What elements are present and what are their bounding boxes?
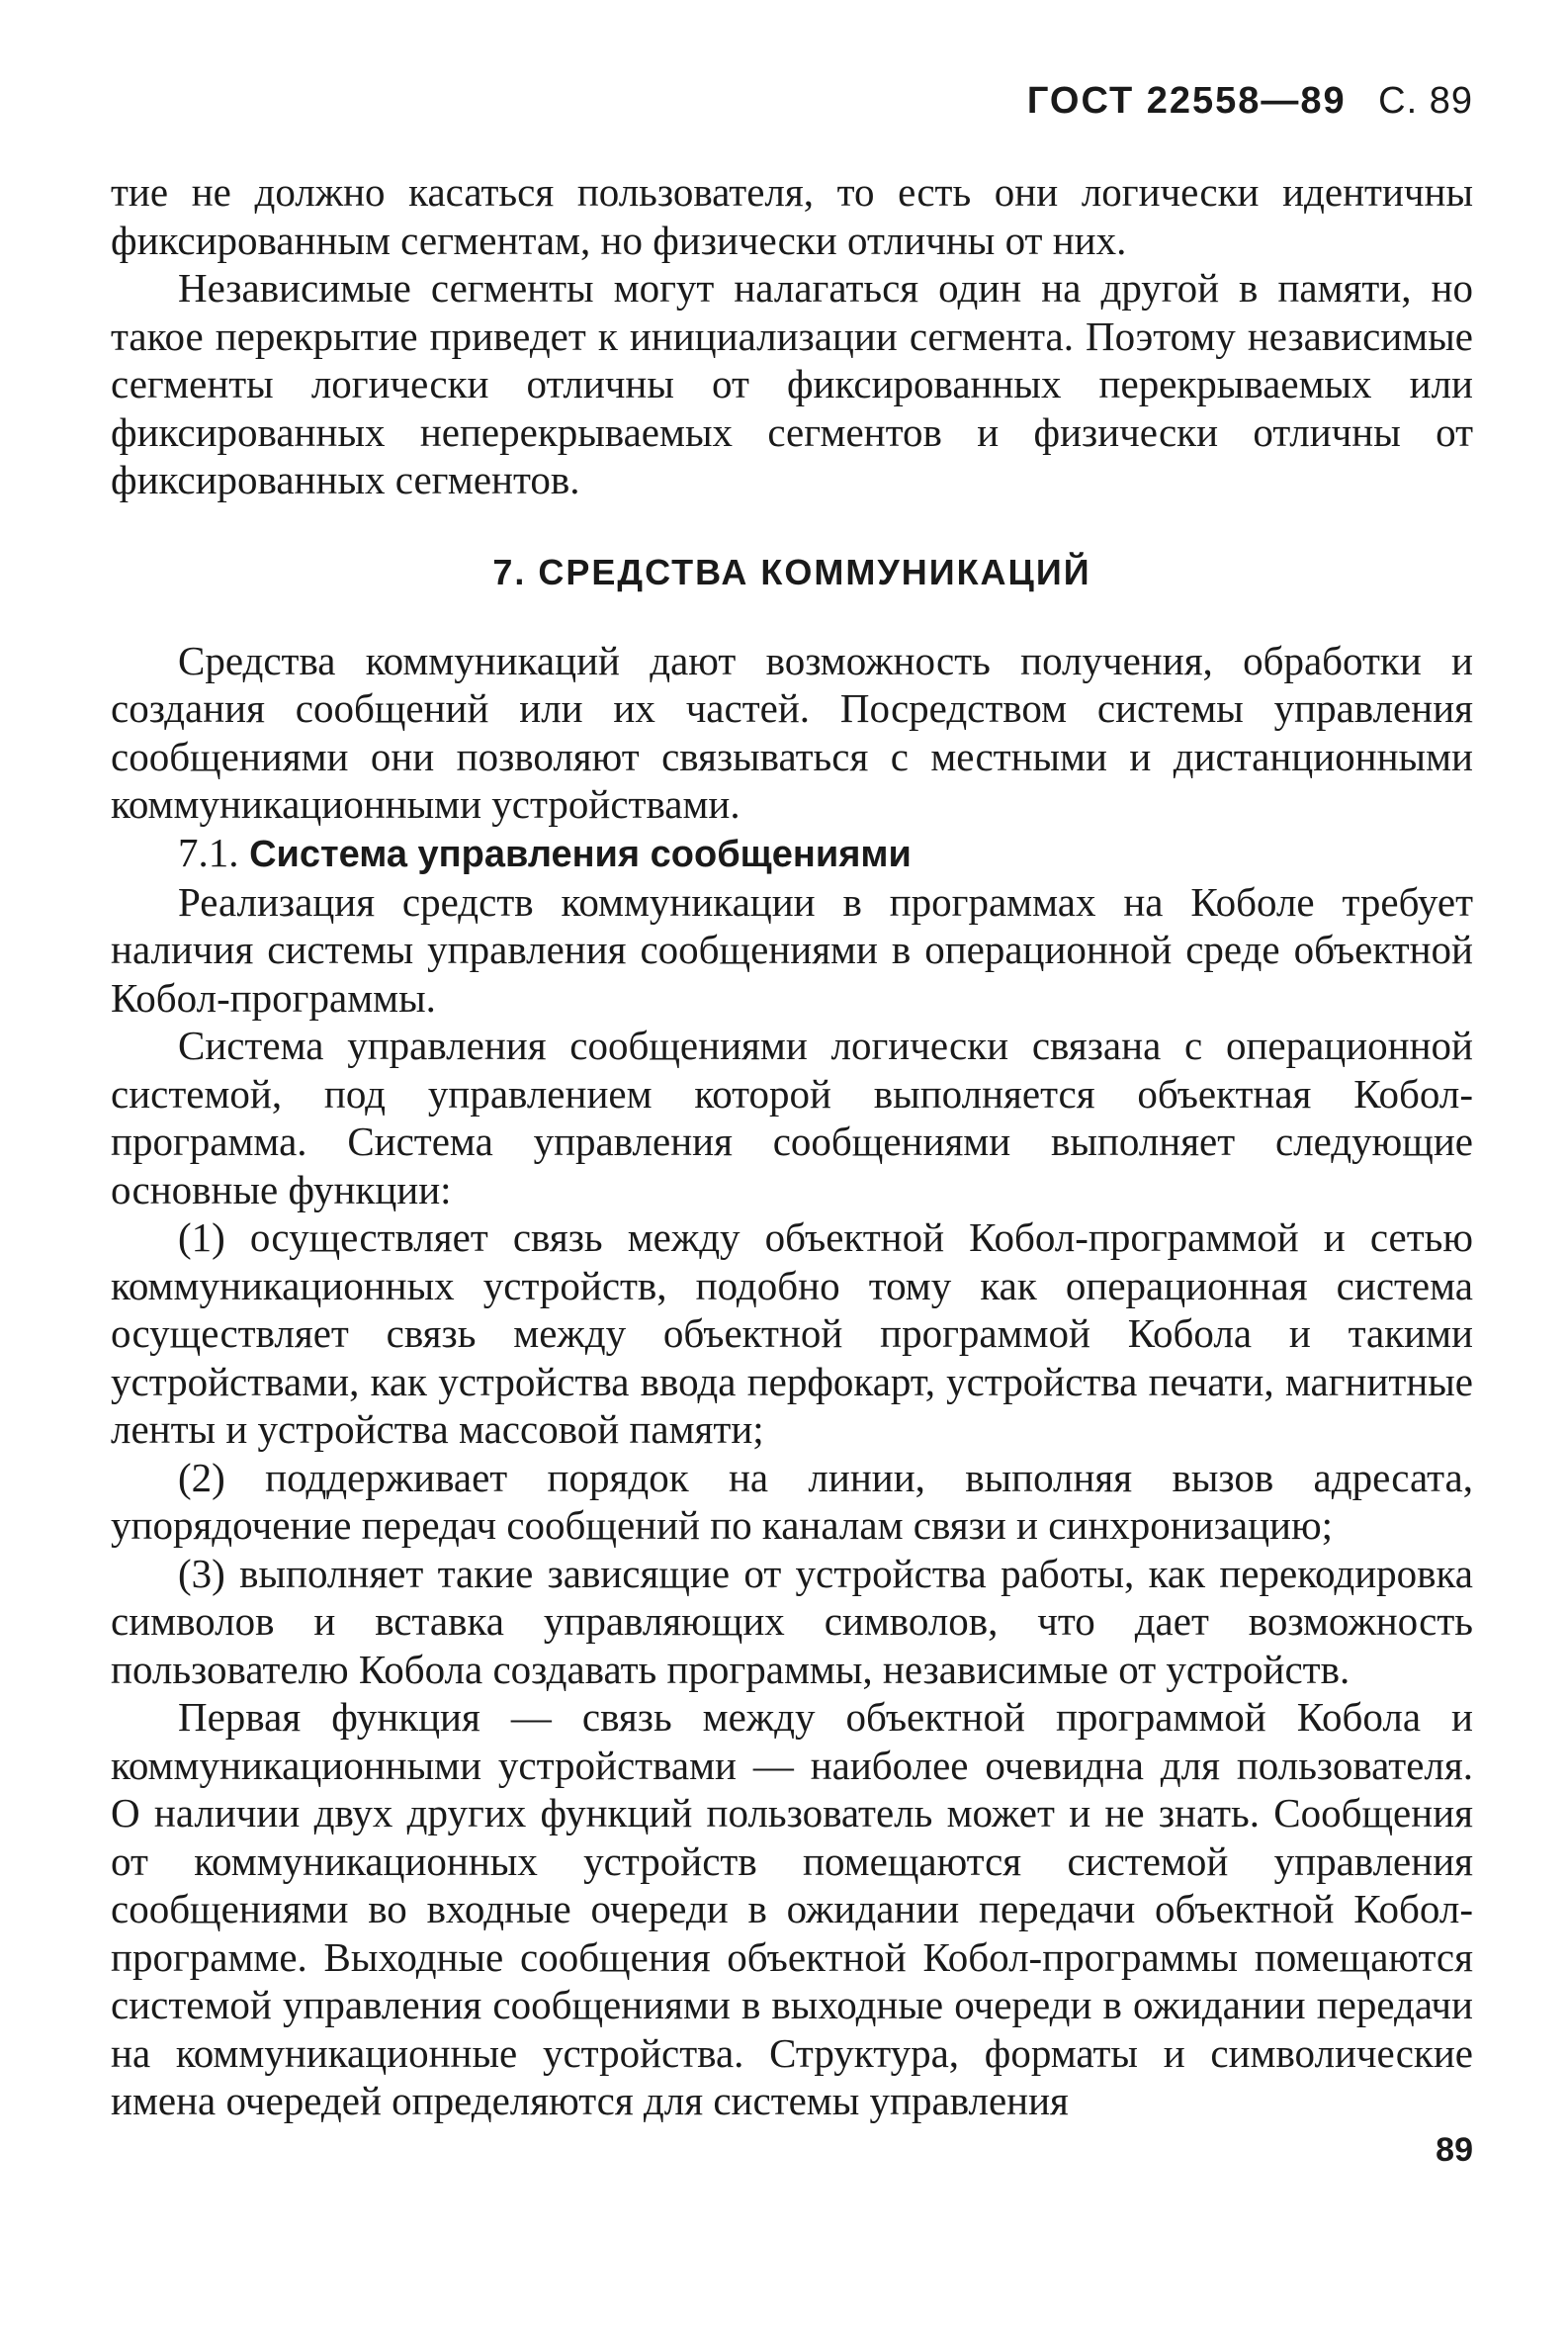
running-header [1027, 79, 1473, 123]
list-item-function-1: (1) осуществляет связь между объектной Кобол-программой и сетью коммуникационных устройств, подобно тому как операционная система осуществляет связь между объектной программой Кобола и такими устройствами, как устройства ввода перфокарт, устройства печати, магнитные ленты и устройства массовой памяти; [111, 1214, 1473, 1452]
paragraph-body-3: Первая функция — связь между объектной программой Кобола и коммуникационными устройствами — наиболее очевидна для пользователя. О наличии двух других функций пользователь может и не знать. Сообщения от коммуникационных устройств помещаются системой управления сообщениями во входные очереди в ожидании передачи объектной Кобол-программе. Выходные сообщения объектной Кобол-программы помещаются системой управления сообщениями в выходные очереди в ожидании передачи на коммуникационные устройства. Структура, форматы и символические имена очередей определяются для системы управления [111, 1694, 1473, 2123]
paragraph-body-2: Система управления сообщениями логически связана с операционной системой, под управлением которой выполняется объектная Кобол-программа. Система управления сообщениями выполняет следующие основные функции: [111, 1023, 1473, 1212]
header-page-label: С. 89 [1378, 80, 1473, 122]
list-item-function-3: (3) выполняет такие зависящие от устройства работы, как перекодировка символов и вставка управляющих символов, что дает возможность пользователю Кобола создавать программы, независимые от устройств. [111, 1550, 1473, 1692]
paragraph-section-intro: Средства коммуникаций дают возможность получения, обработки и создания сообщений или их частей. Посредством системы управления сообщениями они позволяют связываться с местными и дистанционными коммуникационными устройствами. [111, 637, 1473, 827]
paragraph-continuation: тие не должно касаться пользователя, то есть они логически идентичны фиксированным сегментам, но физически отличны от них. [111, 169, 1473, 263]
standard-designation: ГОСТ 22558—89 [1026, 80, 1347, 122]
paragraph-body-1: Реализация средств коммуникации в программах на Коболе требует наличия системы управления сообщениями в операционной среде объектной Кобол-программы. [111, 878, 1473, 1021]
list-item-function-2: (2) поддерживает порядок на линии, выполняя вызов адресата, упорядочение передач сообщений по каналам связи и синхронизацию; [111, 1454, 1473, 1548]
page-body [111, 168, 1473, 2125]
section-heading: 7. СРЕДСТВА КОММУНИКАЦИЙ [492, 551, 1091, 592]
subsection-number: 7.1. [178, 829, 239, 875]
subsection-title: Система управления сообщениями [249, 833, 912, 875]
subsection-heading [111, 829, 1473, 878]
page-number: 89 [1436, 2131, 1473, 2169]
paragraph-independent-segments: Независимые сегменты могут налагаться один на другой в памяти, но такое перекрытие приведет к инициализации сегмента. Поэтому независимые сегменты логически отличны от фиксированных перекрываемых или фиксированных неперекрываемых сегментов и физически отличны от фиксированных сегментов. [111, 265, 1473, 502]
